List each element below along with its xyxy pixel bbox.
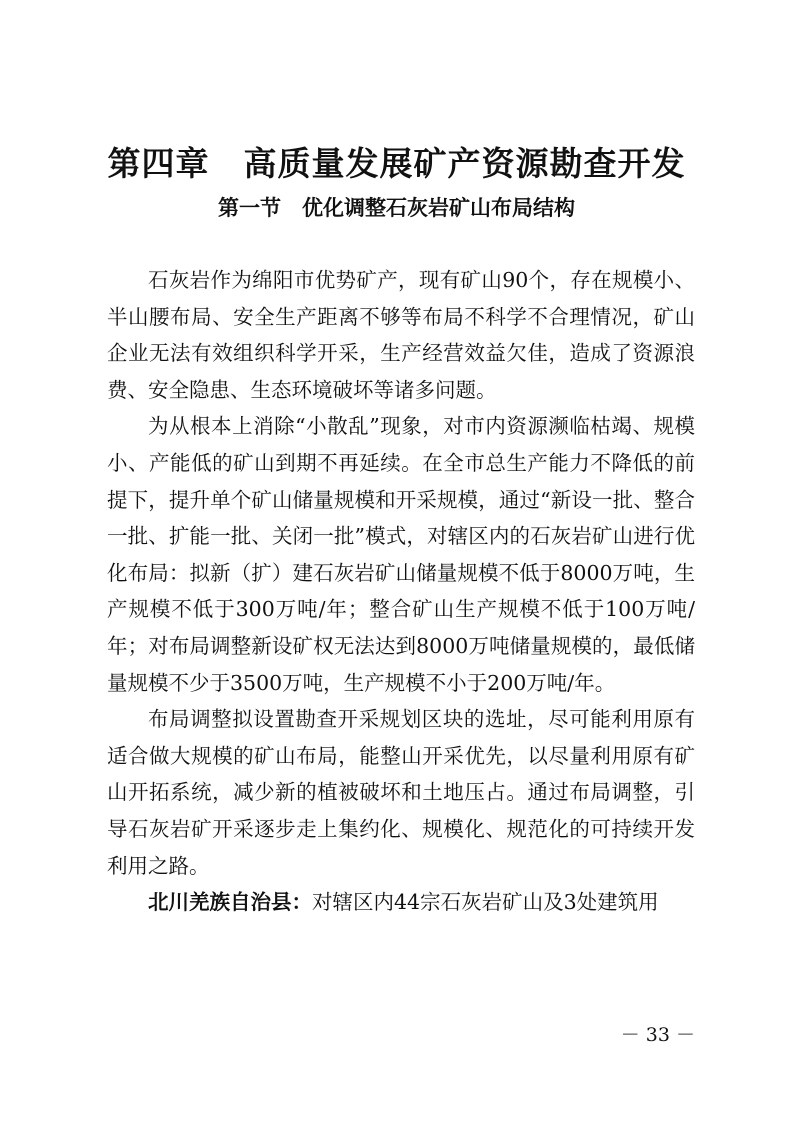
page-number: － 33 － [620,1024,695,1046]
section-title: 第一节 优化调整石灰岩矿山布局结构 [218,196,575,220]
paragraph-2: 为从根本上消除“小散乱”现象，对市内资源濒临枯竭、规模小、产能低的矿山到期不再延续。在全市总生产能力不降低的前提下，提升单个矿山储量规模和开采规模，通过“新设一批、整合一批、扩能一批、关闭一批”模式，对辖区内的石灰岩矿山进行优化布局：拟新（扩）建石灰岩矿山储量规模不低于8000万吨，生产规模不低于300万吨/年；整合矿山生产规模不低于100万吨/年；对布局调整新设矿权无法达到8000万吨储量规模的，最低储量规模不少于3500万吨，生产规模不小于200万吨/年。 [107,414,695,695]
paragraph-4-text: 对辖区内44宗石灰岩矿山及3处建筑用 [312,890,659,915]
body-text [107,262,695,921]
paragraph-3: 布局调整拟设置勘查开采规划区块的选址，尽可能利用原有适合做大规模的矿山布局，能整山开采优先，以尽量利用原有矿山开拓系统，减少新的植被破坏和土地压占。通过布局调整，引导石灰岩矿开采逐步走上集约化、规模化、规范化的可持续开发利用之路。 [107,707,695,878]
county-name: 北川羌族自治县： [148,890,312,915]
paragraph-4 [107,884,695,921]
chapter-title: 第四章 高质量发展矿产资源勘查开发 [107,144,686,183]
paragraph-1: 石灰岩作为绵阳市优势矿产，现有矿山90个，存在规模小、半山腰布局、安全生产距离不够等布局不科学不合理情况，矿山企业无法有效组织科学开采，生产经营效益欠佳，造成了资源浪费、安全隐患、生态环境破坏等诸多问题。 [107,268,695,402]
